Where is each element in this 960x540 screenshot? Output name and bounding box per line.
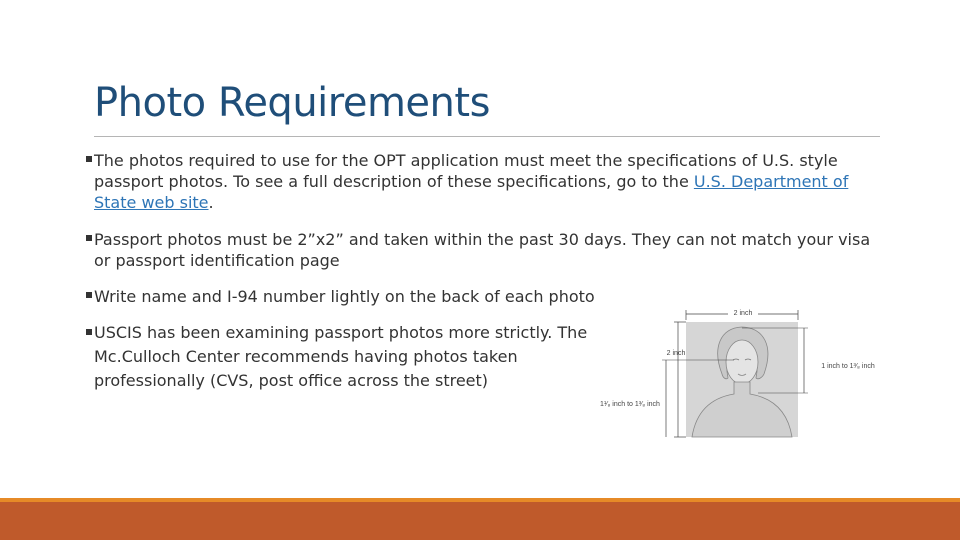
bullet-square-icon [86, 235, 92, 241]
state-department-link[interactable]: U.S. Department of State web site [94, 172, 849, 212]
bullet-square-icon [86, 292, 92, 298]
bullet-square-icon [86, 156, 92, 162]
eye-label: 1¹⁄₈ inch to 1³⁄₈ inch [600, 401, 660, 408]
face-shape [726, 340, 758, 384]
bullet-item [86, 229, 876, 271]
width-label: 2 inch [733, 310, 753, 317]
bullet-square-icon [86, 329, 92, 335]
bullet-item [86, 321, 598, 393]
bullet-text-end: . [208, 193, 214, 212]
bullet-text: The photos required to use for the OPT application must meet the specifications of U.S. style passport photos. To see a full description of these specifications, go to the [94, 151, 838, 191]
bullet-item [86, 286, 646, 307]
height-label: 2 inch [666, 350, 686, 357]
bullet-text: USCIS has been examining passport photos more strictly. The Mc.Culloch Center recommends having photos taken professionally (CVS, post office across the street) [94, 323, 588, 390]
passport-photo-diagram [592, 298, 892, 443]
title-divider [94, 136, 880, 137]
bullet-item [86, 150, 876, 213]
footer-band [0, 502, 960, 540]
bullet-text: Write name and I-94 number lightly on the back of each photo [94, 287, 595, 306]
slide-title: Photo Requirements [94, 80, 490, 126]
bullet-text: Passport photos must be 2”x2” and taken within the past 30 days. They can not match your visa or passport identification page [94, 230, 871, 270]
head-label: 1 inch to 1³⁄₈ inch [821, 363, 875, 370]
